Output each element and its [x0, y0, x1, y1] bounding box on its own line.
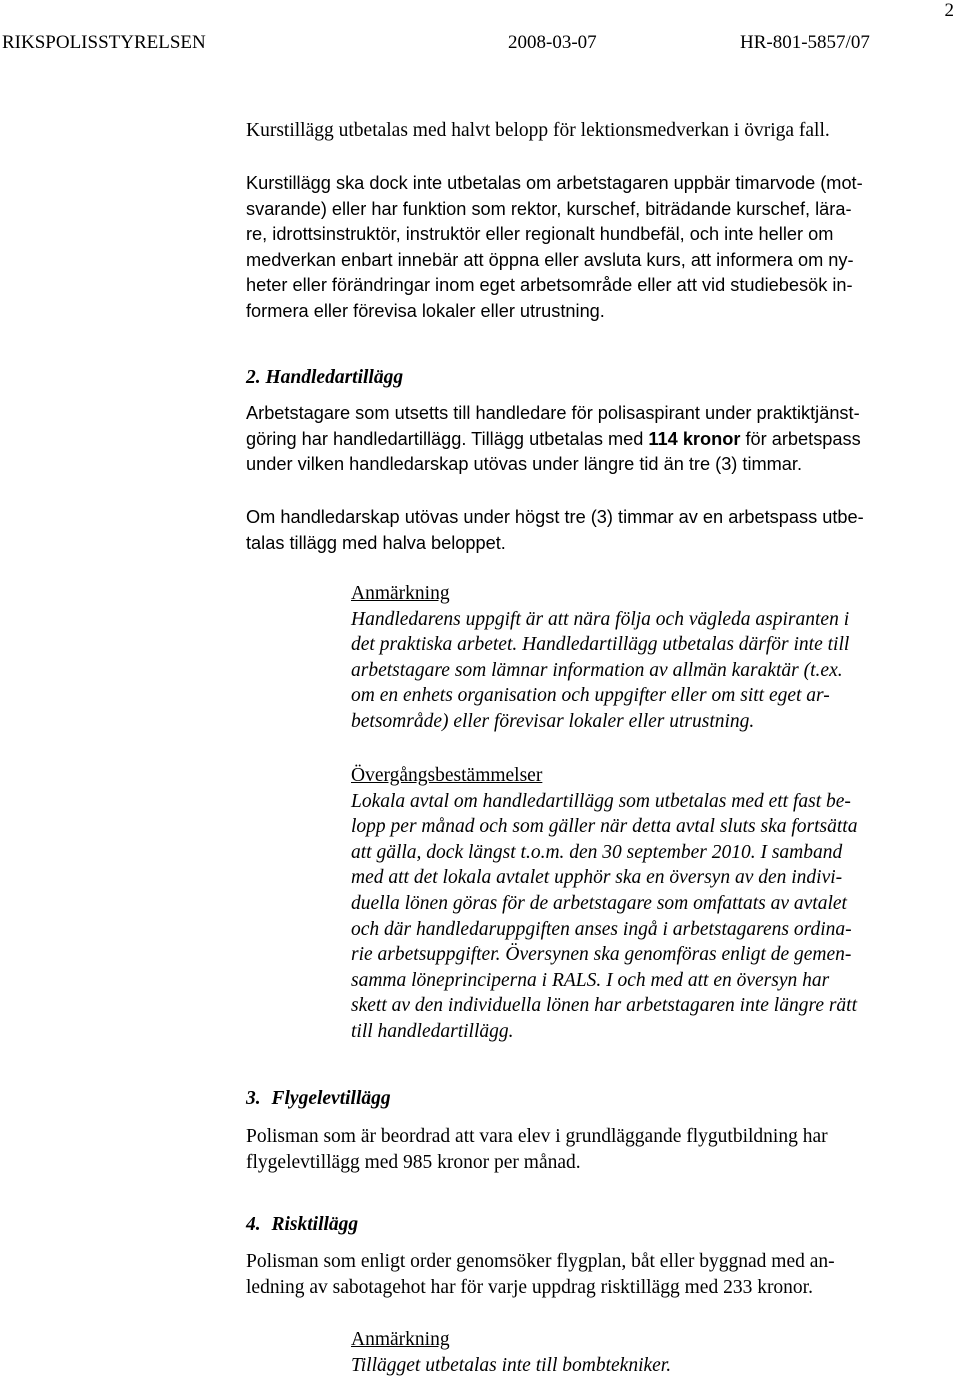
transition-line: och där handledaruppgiften anses ingå i arbetstagarens ordina- — [351, 918, 852, 940]
section-number: 3. — [246, 1088, 261, 1109]
transition-line: lopp per månad och som gäller när detta avtal sluts ska fortsätta — [351, 816, 858, 838]
paragraph-flygelev — [246, 1124, 828, 1175]
transition-line: Lokala avtal om handledartillägg som utbetalas med ett fast be- — [351, 790, 851, 812]
section-title: Flygelevtillägg — [271, 1088, 391, 1109]
transition-line: duella lönen göras för de arbetstagare som omfattats av avtalet — [351, 892, 847, 914]
paragraph-halva-beloppet — [246, 505, 864, 556]
note-heading: Anmärkning — [351, 583, 450, 604]
header-reference: HR-801-5857/07 — [740, 32, 870, 53]
header-date: 2008-03-07 — [508, 32, 597, 53]
amount-114: 114 kronor — [648, 428, 741, 449]
text-line: formera eller förevisa lokaler eller utrustning. — [246, 300, 605, 321]
note-line: arbetstagare som lämnar information av allmän karaktär (t.ex. — [351, 659, 843, 681]
note-line: det praktiska arbetet. Handledartillägg utbetalas därför inte till — [351, 634, 850, 656]
transition-line: samma löneprinciperna i RALS. I och med att en översyn har — [351, 969, 830, 991]
paragraph-handledare — [246, 401, 861, 478]
note-line: betsområde) eller förevisar lokaler eller utrustning. — [351, 710, 755, 732]
transition-line: med att det lokala avtalet upphör ska en översyn av den indivi- — [351, 867, 843, 889]
text-line: medverkan enbart innebär att öppna eller avsluta kurs, att informera om ny- — [246, 249, 854, 270]
transition-line: skett av den individuella lönen har arbetstagaren inte längre rätt — [351, 995, 858, 1017]
transition-heading: Övergångsbestämmelser — [351, 765, 543, 786]
section-title: Handledartillägg — [265, 367, 404, 388]
section-title: Risktillägg — [271, 1214, 359, 1235]
text-line: under vilken handledarskap utövas under längre tid än tre (3) timmar. — [246, 454, 803, 475]
page-number: 2 — [944, 0, 954, 21]
text-line: heter eller förändringar inom eget arbetsområde eller att vid studiebesök in- — [246, 275, 853, 296]
note-line: Handledarens uppgift är att nära följa och vägleda aspiranten i — [351, 608, 850, 630]
text-line: ledning av sabotagehot har för varje uppdrag risktillägg med 233 kronor. — [246, 1276, 813, 1298]
paragraph-kurstillagg-exceptions — [246, 171, 863, 325]
header-org: RIKSPOLISSTYRELSEN — [2, 32, 206, 53]
section-4-heading — [246, 1212, 358, 1237]
transition-provisions — [351, 763, 857, 1045]
text-line: Om handledarskap utövas under högst tre (3) timmar av en arbetspass utbe- — [246, 507, 864, 527]
text-line: Polisman som enligt order genomsöker flygplan, båt eller byggnad med an- — [246, 1251, 835, 1272]
transition-line: att gälla, dock längst t.o.m. den 30 september 2010. I samband — [351, 841, 843, 863]
text-line: flygelevtillägg med 985 kronor per månad. — [246, 1151, 581, 1173]
note-risktillagg — [351, 1327, 671, 1378]
paragraph-lektionsmedverkan: Kurstillägg utbetalas med halvt belopp för lektionsmedverkan i övriga fall. — [246, 120, 830, 141]
text-line: Arbetstagare som utsetts till handledare för polisaspirant under praktiktjänst- — [246, 403, 860, 423]
section-number: 2. — [246, 367, 261, 388]
transition-line: rie arbetsuppgifter. Översynen ska genomföras enligt de gemen- — [351, 944, 852, 966]
section-3-heading — [246, 1086, 391, 1111]
text-line: göring har handledartillägg. Tillägg utbetalas med 114 kronor för arbetspass — [246, 428, 861, 449]
section-number: 4. — [246, 1214, 261, 1235]
text-line: re, idrottsinstruktör, instruktör eller regionalt hundbefäl, och inte heller om — [246, 224, 834, 245]
note-heading: Anmärkning — [351, 1329, 450, 1350]
section-2-heading — [246, 365, 403, 390]
text-line: Kurstillägg ska dock inte utbetalas om arbetstagaren uppbär timarvode (mot- — [246, 173, 863, 193]
text-line: Polisman som är beordrad att vara elev i grundläggande flygutbildning har — [246, 1126, 828, 1147]
note-line: om en enhets organisation och uppgifter eller om sitt eget ar- — [351, 685, 830, 707]
note-line: Tillägget utbetalas inte till bombtekniker. — [351, 1354, 672, 1376]
note-handledare — [351, 581, 849, 735]
paragraph-risktillagg — [246, 1249, 835, 1300]
text-line: talas tillägg med halva beloppet. — [246, 532, 506, 553]
transition-line: till handledartillägg. — [351, 1020, 514, 1042]
text-line: svarande) eller har funktion som rektor, kurschef, biträdande kurschef, lära- — [246, 198, 852, 219]
